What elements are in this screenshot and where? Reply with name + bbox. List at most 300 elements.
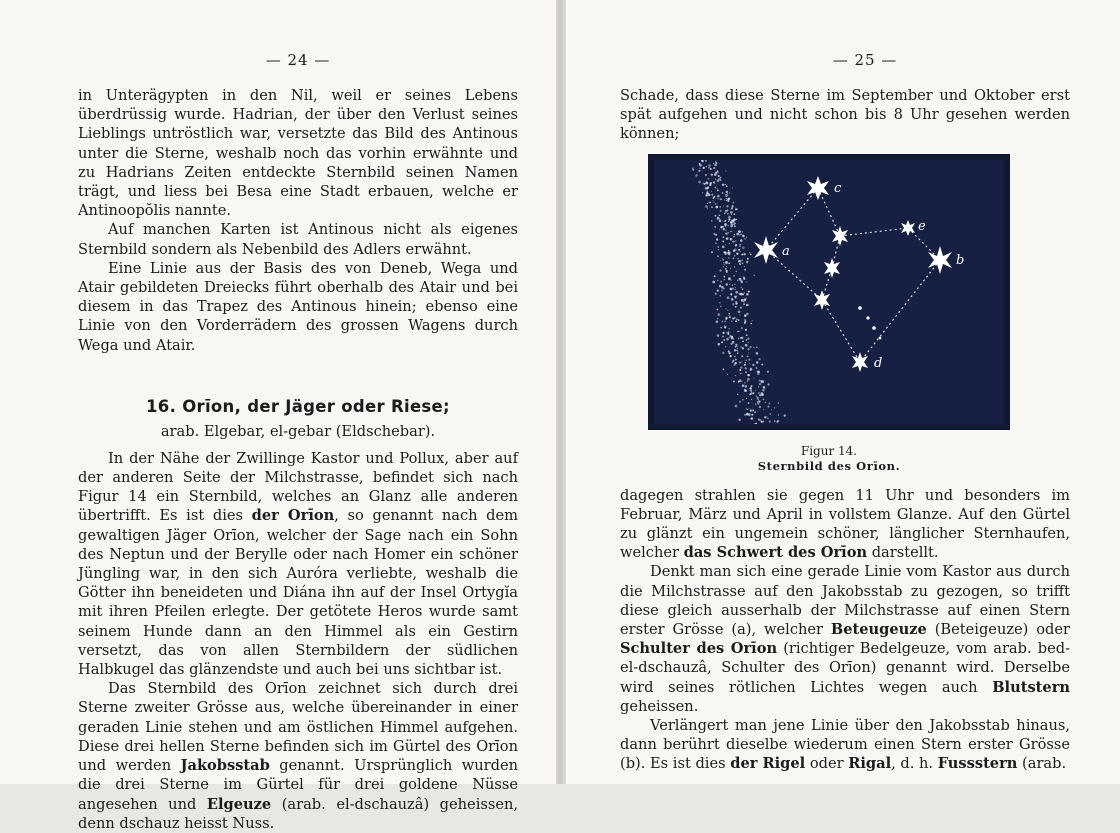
milky-way-speck bbox=[717, 170, 719, 172]
milky-way-speck bbox=[745, 371, 747, 373]
milky-way-speck bbox=[749, 393, 750, 394]
milky-way-speck bbox=[720, 327, 721, 328]
milky-way-speck bbox=[716, 320, 719, 323]
milky-way-speck bbox=[743, 253, 745, 255]
milky-way-speck bbox=[724, 212, 726, 214]
milky-way-speck bbox=[737, 352, 738, 353]
milky-way-speck bbox=[738, 319, 740, 321]
milky-way-speck bbox=[699, 164, 702, 167]
milky-way-speck bbox=[732, 361, 734, 363]
milky-way-speck bbox=[712, 199, 713, 200]
milky-way-speck bbox=[765, 401, 766, 402]
sword-star bbox=[879, 336, 882, 339]
milky-way-speck bbox=[740, 239, 743, 242]
milky-way-speck bbox=[692, 167, 693, 168]
milky-way-speck bbox=[713, 196, 715, 198]
milky-way-speck bbox=[729, 328, 730, 329]
milky-way-speck bbox=[717, 289, 719, 291]
milky-way-speck bbox=[711, 251, 713, 253]
milky-way-speck bbox=[715, 205, 718, 208]
milky-way-speck bbox=[756, 352, 759, 355]
text-run: , d. h. bbox=[891, 755, 938, 773]
milky-way-speck bbox=[745, 328, 747, 330]
milky-way-speck bbox=[733, 274, 735, 276]
sword-star bbox=[866, 316, 869, 319]
milky-way-speck bbox=[719, 219, 722, 222]
milky-way-speck bbox=[746, 297, 747, 298]
milky-way-speck bbox=[722, 225, 724, 227]
milky-way-speck bbox=[727, 224, 728, 225]
milky-way-speck bbox=[754, 274, 755, 275]
milky-way-speck bbox=[722, 331, 724, 333]
milky-way-speck bbox=[746, 293, 748, 295]
milky-way-speck bbox=[749, 346, 751, 348]
milky-way-speck bbox=[713, 233, 715, 235]
milky-way-speck bbox=[730, 237, 733, 240]
milky-way-speck bbox=[730, 267, 731, 268]
milky-way-speck bbox=[736, 232, 739, 235]
milky-way-speck bbox=[714, 275, 716, 277]
milky-way-speck bbox=[735, 287, 736, 288]
milky-way-speck bbox=[728, 257, 729, 258]
milky-way-speck bbox=[728, 215, 731, 218]
milky-way-speck bbox=[715, 178, 716, 179]
milky-way-speck bbox=[711, 206, 713, 208]
milky-way-speck bbox=[749, 362, 750, 363]
milky-way-speck bbox=[735, 375, 736, 376]
book-gutter bbox=[556, 0, 566, 784]
milky-way-speck bbox=[723, 339, 725, 341]
milky-way-speck bbox=[748, 402, 750, 404]
milky-way-speck bbox=[707, 207, 708, 208]
milky-way-speck bbox=[728, 252, 731, 255]
milky-way-speck bbox=[732, 205, 734, 207]
milky-way-speck bbox=[749, 252, 750, 253]
milky-way-speck bbox=[737, 257, 739, 259]
milky-way-speck bbox=[743, 292, 745, 294]
milky-way-speck bbox=[728, 262, 730, 264]
milky-way-speck bbox=[723, 287, 725, 289]
milky-way-speck bbox=[725, 170, 726, 171]
milky-way-speck bbox=[756, 395, 757, 396]
bold-term: Schulter des Orīon bbox=[620, 640, 778, 658]
milky-way-speck bbox=[760, 419, 761, 420]
milky-way-speck bbox=[734, 255, 736, 257]
figure-caption: Sternbild des Orīon. bbox=[757, 458, 901, 473]
milky-way-speck bbox=[744, 266, 745, 267]
milky-way-speck bbox=[742, 288, 744, 290]
milky-way-speck bbox=[739, 244, 740, 245]
milky-way-speck bbox=[714, 226, 716, 228]
milky-way-speck bbox=[738, 230, 741, 233]
milky-way-speck bbox=[742, 246, 745, 249]
milky-way-speck bbox=[734, 362, 736, 364]
milky-way-speck bbox=[771, 409, 772, 410]
milky-way-speck bbox=[735, 207, 736, 208]
milky-way-speck bbox=[732, 257, 734, 259]
milky-way-speck bbox=[742, 234, 744, 236]
milky-way-speck bbox=[751, 399, 752, 400]
milky-way-speck bbox=[721, 341, 723, 343]
milky-way-speck bbox=[740, 336, 742, 338]
milky-way-speck bbox=[750, 389, 753, 392]
milky-way-speck bbox=[747, 348, 749, 350]
milky-way-speck bbox=[748, 413, 751, 416]
milky-way-speck bbox=[746, 397, 747, 398]
milky-way-speck bbox=[720, 295, 721, 296]
milky-way-speck bbox=[714, 214, 716, 216]
milky-way-speck bbox=[733, 218, 736, 221]
milky-way-speck bbox=[763, 409, 764, 410]
milky-way-speck bbox=[745, 343, 748, 346]
milky-way-speck bbox=[738, 380, 740, 382]
milky-way-speck bbox=[727, 373, 728, 374]
milky-way-speck bbox=[747, 257, 749, 259]
milky-way-speck bbox=[714, 163, 716, 165]
milky-way-speck bbox=[735, 404, 738, 407]
milky-way-speck bbox=[706, 187, 708, 189]
milky-way-speck bbox=[709, 183, 711, 185]
text-run: Das Sternbild des Orīon zeichnet sich durch drei Sterne zweiter Grösse aus, welche übereinander in einer geraden Linie stehen und am östlichen Himmel aufgehen. Diese drei hellen Sterne befinden sich im Gürtel des Orīon und werden bbox=[78, 680, 518, 775]
section-heading: 16. Orīon, der Jäger oder Riese; bbox=[146, 396, 450, 416]
milky-way-speck bbox=[725, 261, 728, 264]
milky-way-speck bbox=[746, 408, 747, 409]
milky-way-speck bbox=[751, 417, 753, 419]
text-run: oder bbox=[805, 755, 849, 773]
milky-way-speck bbox=[740, 373, 741, 374]
milky-way-speck bbox=[717, 246, 719, 248]
milky-way-speck bbox=[738, 248, 740, 250]
milky-way-speck bbox=[741, 298, 744, 301]
milky-way-speck bbox=[722, 258, 723, 259]
milky-way-speck bbox=[717, 318, 718, 319]
milky-way-speck bbox=[713, 163, 714, 164]
milky-way-speck bbox=[759, 382, 762, 385]
milky-way-speck bbox=[729, 243, 730, 244]
milky-way-speck bbox=[763, 386, 765, 388]
milky-way-speck bbox=[757, 402, 759, 404]
milky-way-speck bbox=[741, 253, 743, 255]
milky-way-speck bbox=[733, 380, 735, 382]
milky-way-speck bbox=[734, 225, 736, 227]
milky-way-speck bbox=[723, 221, 724, 222]
right-page bbox=[566, 0, 1120, 784]
text-run: geheissen. bbox=[620, 697, 699, 715]
text-run: Verlängert man jene Linie über den Jakobsstab hinaus, dann berührt dieselbe wiederum einen Stern erster Grösse (b). Es ist dies bbox=[620, 717, 1070, 773]
milky-way-speck bbox=[705, 174, 707, 176]
text-run: dagegen strahlen sie gegen 11 Uhr und besonders im Februar, März und April in vollstem Glanze. Auf den Gürtel zu glänzt ein ungemein schöner, länglicher Sternhaufen, welcher bbox=[620, 486, 1070, 562]
milky-way-speck bbox=[733, 223, 735, 225]
milky-way-speck bbox=[758, 418, 760, 420]
milky-way-speck bbox=[761, 380, 764, 383]
milky-way-speck bbox=[744, 414, 746, 416]
milky-way-speck bbox=[717, 335, 719, 337]
paragraph bbox=[620, 562, 1070, 716]
sword-star bbox=[872, 326, 876, 330]
star-label-a: a bbox=[782, 243, 790, 259]
milky-way-speck bbox=[725, 184, 726, 185]
milky-way-speck bbox=[715, 162, 717, 164]
milky-way-speck bbox=[740, 346, 742, 348]
bold-term: der Orīon bbox=[251, 507, 335, 525]
milky-way-speck bbox=[751, 391, 752, 392]
milky-way-speck bbox=[706, 191, 709, 194]
milky-way-speck bbox=[711, 193, 713, 195]
milky-way-speck bbox=[721, 289, 723, 291]
milky-way-speck bbox=[723, 205, 724, 206]
milky-way-speck bbox=[727, 309, 728, 310]
milky-way-speck bbox=[740, 233, 741, 234]
milky-way-speck bbox=[725, 212, 726, 213]
milky-way-speck bbox=[778, 414, 779, 415]
milky-way-speck bbox=[744, 238, 745, 239]
milky-way-speck bbox=[729, 316, 731, 318]
milky-way-speck bbox=[741, 380, 743, 382]
figure-number: Figur 14. bbox=[800, 443, 858, 458]
milky-way-speck bbox=[725, 229, 726, 230]
milky-way-speck bbox=[767, 383, 769, 385]
milky-way-speck bbox=[730, 211, 733, 214]
milky-way-speck bbox=[731, 295, 732, 296]
milky-way-speck bbox=[726, 196, 727, 197]
milky-way-speck bbox=[725, 244, 726, 245]
milky-way-speck bbox=[734, 241, 735, 242]
milky-way-speck bbox=[695, 174, 698, 177]
milky-way-speck bbox=[720, 226, 722, 228]
milky-way-speck bbox=[702, 192, 703, 193]
star-label-d: d bbox=[874, 355, 883, 371]
milky-way-speck bbox=[747, 408, 748, 409]
milky-way-speck bbox=[726, 199, 727, 200]
milky-way-speck bbox=[752, 320, 753, 321]
milky-way-speck bbox=[708, 201, 710, 203]
milky-way-speck bbox=[724, 219, 726, 221]
milky-way-speck bbox=[740, 306, 742, 308]
milky-way-speck bbox=[744, 314, 747, 317]
milky-way-speck bbox=[746, 303, 749, 306]
milky-way-speck bbox=[764, 415, 767, 418]
milky-way-speck bbox=[755, 403, 757, 405]
milky-way-speck bbox=[723, 368, 725, 370]
milky-way-speck bbox=[740, 366, 742, 368]
milky-way-speck bbox=[717, 255, 719, 257]
milky-way-speck bbox=[734, 283, 735, 284]
text-run: Denkt man sich eine gerade Linie vom Kastor aus durch die Milchstrasse auf den Jakobsstab zu gezogen, so trifft diese gleich ausserhalb der Milchstrasse auf einen Stern erster Grösse (a), welcher bbox=[620, 563, 1070, 639]
milky-way-speck bbox=[735, 343, 737, 345]
left-page bbox=[0, 0, 556, 832]
milky-way-speck bbox=[737, 351, 739, 353]
milky-way-speck bbox=[739, 234, 740, 235]
figure bbox=[648, 154, 1010, 474]
milky-way-speck bbox=[730, 355, 732, 357]
milky-way-speck bbox=[729, 337, 730, 338]
milky-way-speck bbox=[722, 351, 724, 353]
milky-way-speck bbox=[731, 207, 733, 209]
milky-way-speck bbox=[735, 302, 737, 304]
bold-term: Beteugeuze bbox=[830, 621, 927, 639]
bold-term: das Schwert des Orīon bbox=[683, 544, 868, 562]
milky-way-speck bbox=[758, 379, 760, 381]
milky-way-speck bbox=[703, 166, 705, 168]
paragraph: Auf manchen Karten ist Antinous nicht als eigenes Sternbild sondern als Nebenbild des Adlers erwähnt. bbox=[78, 221, 518, 258]
milky-way-speck bbox=[750, 322, 752, 324]
milky-way-speck bbox=[723, 276, 725, 278]
milky-way-speck bbox=[753, 377, 754, 378]
text-run: (arab. el-dschauzâ) geheissen, denn dschauz heisst Nuss. bbox=[78, 795, 519, 832]
milky-way-speck bbox=[706, 166, 707, 167]
milky-way-speck bbox=[734, 266, 735, 267]
milky-way-speck bbox=[724, 279, 725, 280]
milky-way-speck bbox=[747, 337, 749, 339]
milky-way-speck bbox=[745, 367, 747, 369]
milky-way-speck bbox=[734, 349, 736, 351]
star-label-e: e bbox=[918, 218, 926, 234]
milky-way-speck bbox=[714, 183, 715, 184]
milky-way-speck bbox=[706, 181, 709, 184]
milky-way-speck bbox=[758, 400, 760, 402]
milky-way-speck bbox=[730, 279, 731, 280]
milky-way-speck bbox=[715, 186, 716, 187]
milky-way-speck bbox=[757, 370, 760, 373]
milky-way-speck bbox=[759, 405, 761, 407]
page-number: — 25 — bbox=[832, 51, 898, 69]
bold-term: Jakobsstab bbox=[180, 757, 270, 775]
milky-way-speck bbox=[753, 392, 755, 394]
milky-way-speck bbox=[746, 281, 747, 282]
bold-term: Elgeuze bbox=[206, 795, 272, 813]
milky-way-speck bbox=[744, 363, 746, 365]
milky-way-speck bbox=[727, 193, 728, 194]
milky-way-speck bbox=[716, 238, 718, 240]
milky-way-speck bbox=[747, 374, 749, 376]
paragraph bbox=[78, 679, 518, 833]
milky-way-speck bbox=[720, 209, 722, 211]
milky-way-speck bbox=[726, 266, 727, 267]
milky-way-speck bbox=[752, 363, 754, 365]
orion-constellation-illustration bbox=[654, 160, 1004, 424]
milky-way-speck bbox=[726, 332, 727, 333]
milky-way-speck bbox=[730, 287, 733, 290]
milky-way-speck bbox=[731, 320, 732, 321]
milky-way-speck bbox=[738, 292, 740, 294]
paragraph: Eine Linie aus der Basis des von Deneb, Wega und Atair gebildeten Dreiecks führt oberhalb des Atair und bei diesem in das Trapez des Antinous hinein; ebenso eine Linie von den Vorderrädern des grossen Wagens durch Wega und Atair. bbox=[78, 259, 518, 354]
milky-way-speck bbox=[739, 259, 742, 262]
milky-way-speck bbox=[723, 262, 724, 263]
milky-way-speck bbox=[725, 346, 726, 347]
milky-way-speck bbox=[729, 334, 731, 336]
milky-way-speck bbox=[713, 201, 714, 202]
milky-way-speck bbox=[735, 320, 737, 322]
milky-way-speck bbox=[723, 266, 724, 267]
milky-way-speck bbox=[736, 349, 738, 351]
milky-way-speck bbox=[702, 182, 703, 183]
text-run: genannt. Ursprünglich wurden die drei Sterne im Gürtel für drei goldene Nüsse angesehen und bbox=[78, 757, 519, 813]
milky-way-speck bbox=[743, 277, 745, 279]
text-run: In der Nähe der Zwillinge Kastor und Pollux, aber auf der anderen Seite der Milchstrasse, befindet sich nach Figur 14 ein Sternbild, welches an Glanz alle anderen übertrifft. Es ist dies bbox=[78, 449, 518, 525]
milky-way-speck bbox=[752, 409, 754, 411]
milky-way-speck bbox=[755, 390, 756, 391]
milky-way-speck bbox=[726, 209, 728, 211]
milky-way-speck bbox=[719, 259, 720, 260]
milky-way-speck bbox=[734, 233, 736, 235]
milky-way-speck bbox=[744, 268, 746, 270]
text-run: (arab. bbox=[1017, 755, 1067, 773]
milky-way-speck bbox=[769, 420, 771, 422]
milky-way-speck bbox=[746, 236, 747, 237]
milky-way-speck bbox=[741, 361, 742, 362]
milky-way-speck bbox=[717, 188, 718, 189]
milky-way-speck bbox=[712, 174, 713, 175]
milky-way-speck bbox=[712, 280, 715, 283]
milky-way-speck bbox=[692, 169, 694, 171]
milky-way-speck bbox=[719, 229, 720, 230]
milky-way-speck bbox=[718, 175, 720, 177]
milky-way-speck bbox=[739, 400, 741, 402]
milky-way-speck bbox=[758, 386, 759, 387]
milky-way-speck bbox=[735, 270, 737, 272]
milky-way-speck bbox=[720, 305, 722, 307]
milky-way-speck bbox=[726, 190, 729, 193]
milky-way-speck bbox=[711, 220, 712, 221]
milky-way-speck bbox=[731, 298, 734, 301]
milky-way-speck bbox=[732, 187, 733, 188]
milky-way-speck bbox=[721, 320, 723, 322]
paragraph: in Unterägypten in den Nil, weil er seines Lebens überdrüssig wurde. Hadrian, der über den Verlust seines Lieblings untröstlich war, versetzte das Bild des Antinous unter die Sterne, weshalb noch das vorhin erwähnte und zu Hadrians Zeiten entdeckte Sternbild seinen Namen trägt, und liess bei Besa eine Stadt erbauen, welche er Antinoopŏlis nannte. bbox=[78, 87, 518, 220]
milky-way-speck bbox=[762, 398, 764, 400]
milky-way-speck bbox=[719, 269, 721, 271]
milky-way-speck bbox=[720, 198, 721, 199]
milky-way-speck bbox=[698, 169, 700, 171]
milky-way-speck bbox=[744, 319, 746, 321]
milky-way-speck bbox=[735, 291, 738, 294]
milky-way-speck bbox=[735, 358, 737, 360]
milky-way-speck bbox=[729, 313, 731, 315]
milky-way-speck bbox=[725, 232, 727, 234]
milky-way-speck bbox=[745, 361, 746, 362]
milky-way-speck bbox=[746, 260, 749, 263]
milky-way-speck bbox=[741, 281, 743, 283]
milky-way-speck bbox=[739, 314, 740, 315]
milky-way-speck bbox=[757, 396, 759, 398]
milky-way-speck bbox=[728, 218, 730, 220]
milky-way-speck bbox=[742, 340, 744, 342]
milky-way-speck bbox=[733, 213, 735, 215]
milky-way-speck bbox=[731, 214, 732, 215]
milky-way-speck bbox=[756, 346, 758, 348]
milky-way-speck bbox=[711, 182, 712, 183]
milky-way-speck bbox=[722, 183, 724, 185]
milky-way-speck bbox=[726, 185, 728, 187]
milky-way-speck bbox=[739, 263, 741, 265]
milky-way-speck bbox=[751, 413, 753, 415]
milky-way-speck bbox=[735, 306, 737, 308]
milky-way-speck bbox=[719, 206, 721, 208]
sword-star bbox=[858, 306, 862, 310]
paragraph bbox=[620, 716, 1070, 774]
milky-way-speck bbox=[733, 235, 735, 237]
milky-way-speck bbox=[724, 326, 726, 328]
milky-way-speck bbox=[729, 283, 730, 284]
paragraph bbox=[78, 449, 518, 679]
milky-way-speck bbox=[717, 308, 719, 310]
milky-way-speck bbox=[737, 279, 738, 280]
milky-way-speck bbox=[746, 334, 747, 335]
milky-way-speck bbox=[726, 271, 728, 273]
milky-way-speck bbox=[745, 386, 746, 387]
milky-way-speck bbox=[718, 218, 719, 219]
milky-way-speck bbox=[708, 164, 711, 167]
milky-way-speck bbox=[747, 380, 748, 381]
